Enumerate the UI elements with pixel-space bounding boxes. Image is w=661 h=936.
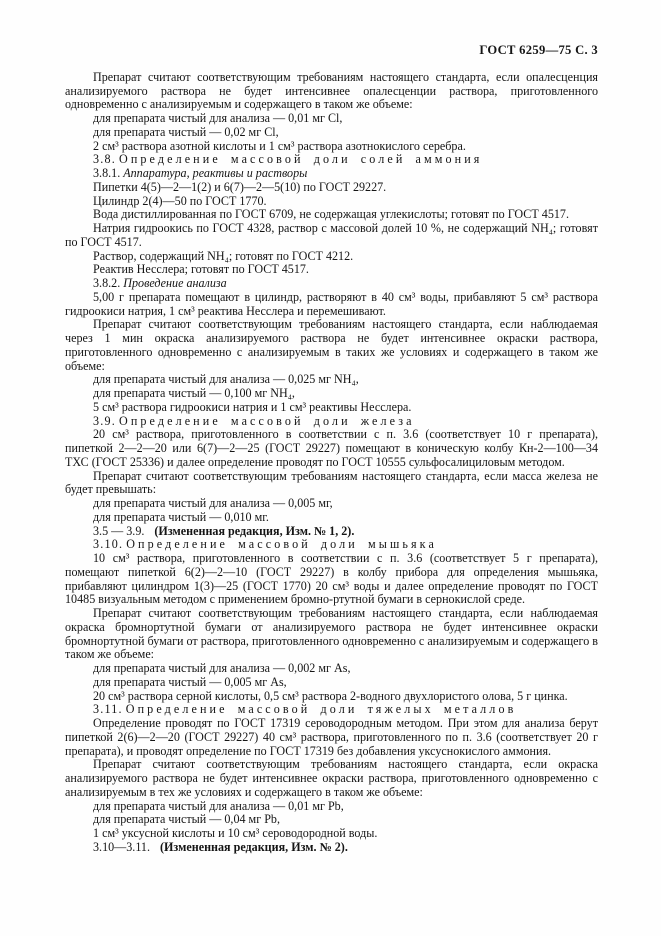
text-line: Реактив Несслера; готовят по ГОСТ 4517.	[93, 262, 309, 277]
amendment-text: (Измененная редакция, Изм. № 1, 2).	[154, 523, 355, 538]
text-line: 5 см³ раствора гидроокиси натрия и 1 см³ реактивы Несслера.	[93, 399, 412, 414]
paragraph: Препарат считают соответствующим требованиям настоящего стандарта, если наблюдаемая окраска бромнортутной бумаги от анализируемого раствора не будет интенсивнее окраски бромнортутной бумаги от раствора, приготовленного одновременно с анализируемым и содержащего в таком же объеме:	[65, 606, 598, 662]
section-number: 3.9.	[93, 413, 116, 428]
text-line: для препарата чистый — 0,100 мг NH₄,	[93, 386, 295, 400]
section-title: Определение массовой доли тяжелых металлов	[125, 702, 517, 717]
section-heading	[65, 703, 598, 717]
amendment-note	[65, 525, 598, 539]
amendment-clause-range: 3.5 — 3.9.	[93, 523, 145, 538]
paragraph: 10 см³ раствора, приготовленного в соответствии с п. 3.6 (соответствует 5 г препарата), помещают пипеткой 6(2)—2—10 (ГОСТ 29227) в колбу прибора для определения мышьяка, прибавляют цилиндром 1(3)—25 (ГОСТ 1770) 20 см³ воды и далее определение проводят по ГОСТ 10485 визуальным методом с применением бромно-ртутной бумаги в сернокислой среде.	[65, 551, 598, 607]
subsection-heading	[65, 277, 598, 291]
text-line: для препарата чистый для анализа — 0,002 мг As,	[93, 661, 351, 675]
section-number: 3.10.	[93, 537, 124, 552]
amendment-text: (Измененная редакция, Изм. № 2).	[160, 839, 348, 854]
paragraph: Препарат считают соответствующим требованиям настоящего стандарта, если наблюдаемая через 1 мин окраска анализируемого раствора не будет интенсивнее окраски раствора, приготовленного одновременно с анализируемым в таких же условиях и содержащего в таком же объеме:	[65, 317, 598, 373]
text-line: 20 см³ раствора серной кислоты, 0,5 см³ раствора 2-водного двухлористого олова, 5 г цинка.	[93, 688, 568, 703]
text-line: 2 см³ раствора азотной кислоты и 1 см³ раствора азотнокислого серебра.	[93, 138, 466, 153]
section-number: 3.11.	[93, 702, 123, 717]
section-number: 3.8.2.	[93, 276, 121, 290]
amendment-clause-range: 3.10—3.11.	[93, 839, 150, 854]
page-header: ГОСТ 6259—75 С. 3	[479, 43, 598, 57]
section-title: Проведение анализа	[123, 276, 227, 290]
document-content	[65, 71, 598, 855]
section-title: Определение массовой доли солей аммония	[118, 152, 483, 167]
section-title: Определение массовой доли железа	[118, 413, 415, 428]
paragraph: Препарат считают соответствующим требованиям настоящего стандарта, если окраска анализируемого раствора не будет интенсивнее окраски раствора, приготовленного одновременно с анализируемым в тех же условиях и содержащего в таком же объеме:	[65, 757, 598, 799]
section-number: 3.8.	[93, 152, 116, 167]
section-number: 3.8.1.	[93, 166, 121, 180]
section-heading	[65, 415, 598, 429]
amendment-note	[65, 841, 598, 855]
section-heading	[65, 153, 598, 167]
subsection-heading	[65, 167, 598, 181]
text-line: для препарата чистый для анализа — 0,005 мг,	[93, 496, 333, 510]
text-line: 1 см³ уксусной кислоты и 10 см³ сероводородной воды.	[93, 826, 378, 840]
paragraph: 5,00 г препарата помещают в цилиндр, растворяют в 40 см³ воды, прибавляют 5 см³ раствора гидроокиси натрия, 1 см³ реактива Несслера и перемешивают.	[65, 289, 598, 318]
section-title: Аппаратура, реактивы и растворы	[123, 166, 308, 180]
text-line: Пипетки 4(5)—2—1(2) и 6(7)—2—5(10) по ГОСТ 29227.	[93, 179, 387, 194]
text-line: для препарата чистый — 0,02 мг Cl,	[93, 124, 279, 139]
section-heading	[65, 538, 598, 552]
paragraph: Препарат считают соответствующим требованиям настоящего стандарта, если масса железа не будет превышать:	[65, 468, 598, 497]
text-line: для препарата чистый для анализа — 0,01 мг Pb,	[93, 798, 344, 813]
text-line: для препарата чистый для анализа — 0,01 мг Cl,	[93, 111, 343, 125]
paragraph: Натрия гидроокись по ГОСТ 4328, раствор с массовой долей 10 %, не содержащий NH₄; готовят по ГОСТ 4517.	[65, 221, 598, 249]
text-line: для препарата чистый для анализа — 0,025 мг NH₄,	[93, 372, 359, 387]
text-line: Вода дистиллированная по ГОСТ 6709, не содержащая углекислоты; готовят по ГОСТ 4517.	[93, 207, 569, 222]
text-line: Цилиндр 2(4)—50 по ГОСТ 1770.	[93, 193, 267, 208]
text-line: для препарата чистый — 0,04 мг Pb,	[93, 812, 280, 827]
text-line: Раствор, содержащий NH₄; готовят по ГОСТ 4212.	[93, 248, 354, 263]
section-title: Определение массовой доли мышьяка	[126, 537, 437, 552]
paragraph: Определение проводят по ГОСТ 17319 сероводородным методом. При этом для анализа берут пипеткой 2(6)—2—20 (ГОСТ 29227) 40 см³ раствора, приготовленного по п. 3.6 (соответствует 20 г препарата), и проводят определение по ГОСТ 17319 без добавления уксуснокислого аммония.	[65, 716, 598, 758]
text-line: для препарата чистый — 0,005 мг As,	[93, 674, 287, 689]
paragraph: Препарат считают соответствующим требованиям настоящего стандарта, если опалесценция анализируемого раствора не будет интенсивнее опалесценции раствора, приготовленного одновременно с анализируемым и содержащего в таком же объеме:	[65, 69, 598, 112]
paragraph: 20 см³ раствора, приготовленного в соответствии с п. 3.6 (соответствует 10 г препарата), пипеткой 2—2—20 или 6(7)—2—25 (ГОСТ 29227) помещают в коническую колбу Кн-2—100—34 ТХС (ГОСТ 25336) и далее определение проводят по ГОСТ 10555 сульфосалициловым методом.	[65, 427, 598, 469]
text-line: для препарата чистый — 0,010 мг.	[93, 509, 269, 524]
